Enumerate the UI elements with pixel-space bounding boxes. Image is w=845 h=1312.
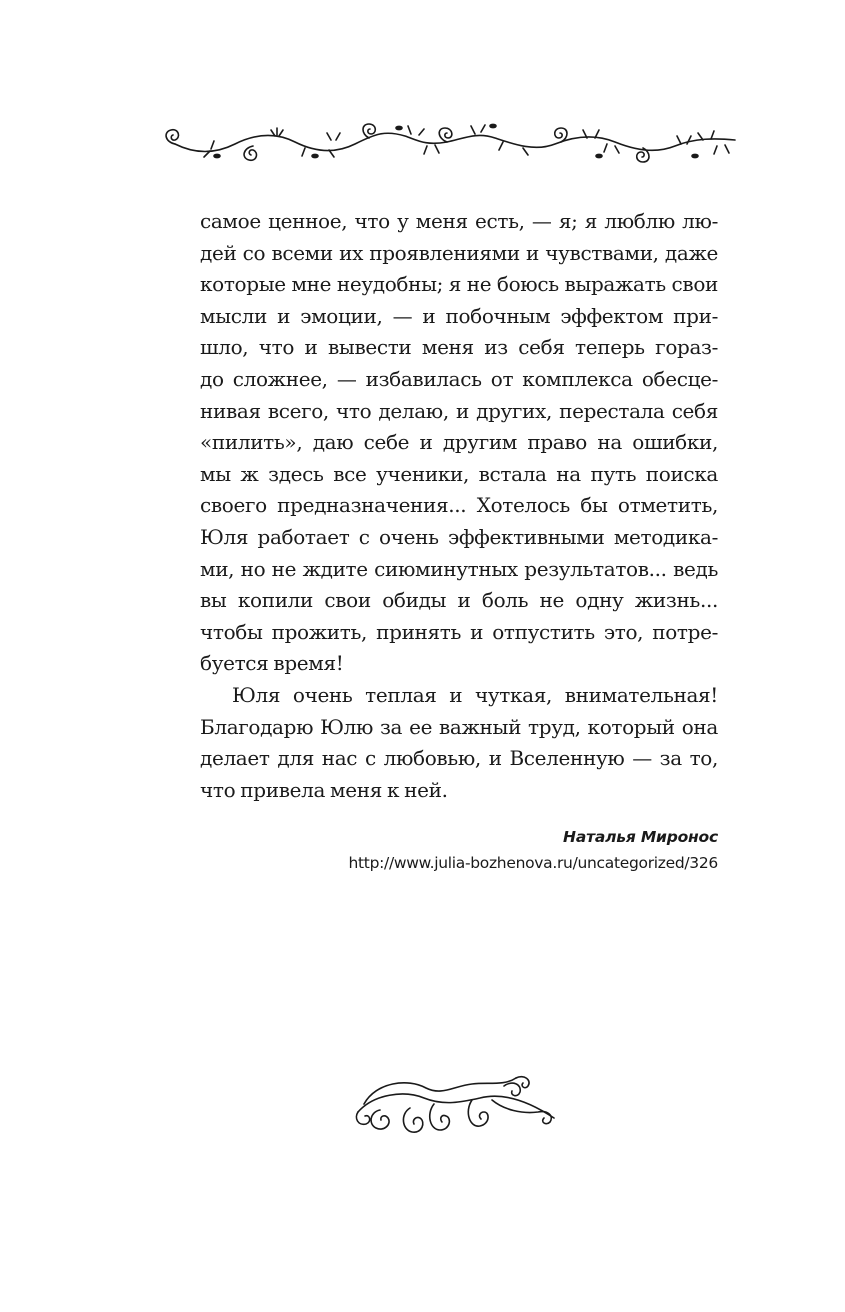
source-url: http://www.julia-bozhenova.ru/uncategorized/326 <box>348 854 718 872</box>
text-line: Юля очень теплая и чуткая, внимательная! <box>232 682 718 707</box>
text-line: нивая всего, что делаю, и других, перестала себя <box>200 398 718 423</box>
swirl-loop-3 <box>430 1104 450 1130</box>
swirl-left-curl <box>356 1112 369 1124</box>
text-line: шло, что и вывести меня из себя теперь горaз- <box>200 335 718 360</box>
swirl-top-curl <box>516 1077 529 1088</box>
paragraph-2 <box>200 680 718 806</box>
curl-4 <box>439 128 452 142</box>
curl-1 <box>166 130 178 144</box>
attribution <box>200 824 718 876</box>
text-line: ми, но не ждите сиюминутных результатов... ведь <box>200 556 718 581</box>
text-line: своего предназначения... Хотелось бы отметить, <box>200 493 718 518</box>
leaf-dot-1 <box>214 154 220 157</box>
leaf-dot-6 <box>692 154 698 157</box>
leaf-dot-4 <box>490 124 496 127</box>
leaf-4 <box>327 133 340 140</box>
text-line: «пилить», даю себе и другим право на ошибки, <box>200 430 718 455</box>
leaf-1 <box>204 141 214 157</box>
leaf-dot-2 <box>312 154 318 157</box>
text-line: самое ценное, что у меня есть, — я; я люблю лю- <box>200 209 718 233</box>
body-text <box>200 206 718 806</box>
vine-stroke <box>175 133 735 151</box>
text-line: чтобы прожить, принять и отпустить это, потре- <box>200 619 718 644</box>
swirl-right-curl <box>504 1083 520 1096</box>
text-line: Благодарю Юлю за ее важный труд, который она <box>200 714 718 739</box>
curl-5 <box>555 128 567 142</box>
swirl-loop-4 <box>468 1100 488 1126</box>
leaf-7 <box>471 125 485 134</box>
swirl-base <box>358 1094 554 1118</box>
swirl-loop-2 <box>403 1108 422 1132</box>
leaf-10 <box>604 144 619 153</box>
bottom-swirl-ornament <box>354 1072 562 1144</box>
text-line: мы ж здесь все ученики, встала на путь поиска <box>200 461 718 486</box>
text-line: мысли и эмоции, — и побочным эффектом при- <box>200 303 718 328</box>
leaf-2 <box>271 128 283 136</box>
text-line: дей со всеми их проявлениями и чувствами, даже <box>200 240 718 265</box>
swirl-tail <box>492 1100 551 1124</box>
leaf-dot-5 <box>596 154 602 157</box>
leaf-5 <box>408 126 424 135</box>
text-line: до сложнее, — избавилась от комплекса обесце- <box>200 366 718 391</box>
text-line: вы копили свои обиды и боль не одну жизнь... <box>200 588 718 613</box>
curl-2 <box>244 146 256 160</box>
leaf-dot-3 <box>396 126 402 129</box>
text-line: делает для нас с любовью, и Вселенную — за то, <box>200 746 718 771</box>
text-line: буется время! <box>200 651 344 676</box>
text-line: Юля работает с очень эффективными методика- <box>200 524 718 549</box>
swirl-loop-1 <box>371 1110 389 1129</box>
paragraph-1 <box>200 206 718 680</box>
text-line: что привела меня к ней. <box>200 777 448 802</box>
author-name: Наталья Миронос <box>563 828 718 846</box>
leaf-6 <box>424 145 439 154</box>
top-vine-ornament <box>155 118 740 166</box>
text-line: которые мне неудобны; я не боюсь выражать свои <box>200 272 718 297</box>
leaf-13 <box>714 145 729 154</box>
